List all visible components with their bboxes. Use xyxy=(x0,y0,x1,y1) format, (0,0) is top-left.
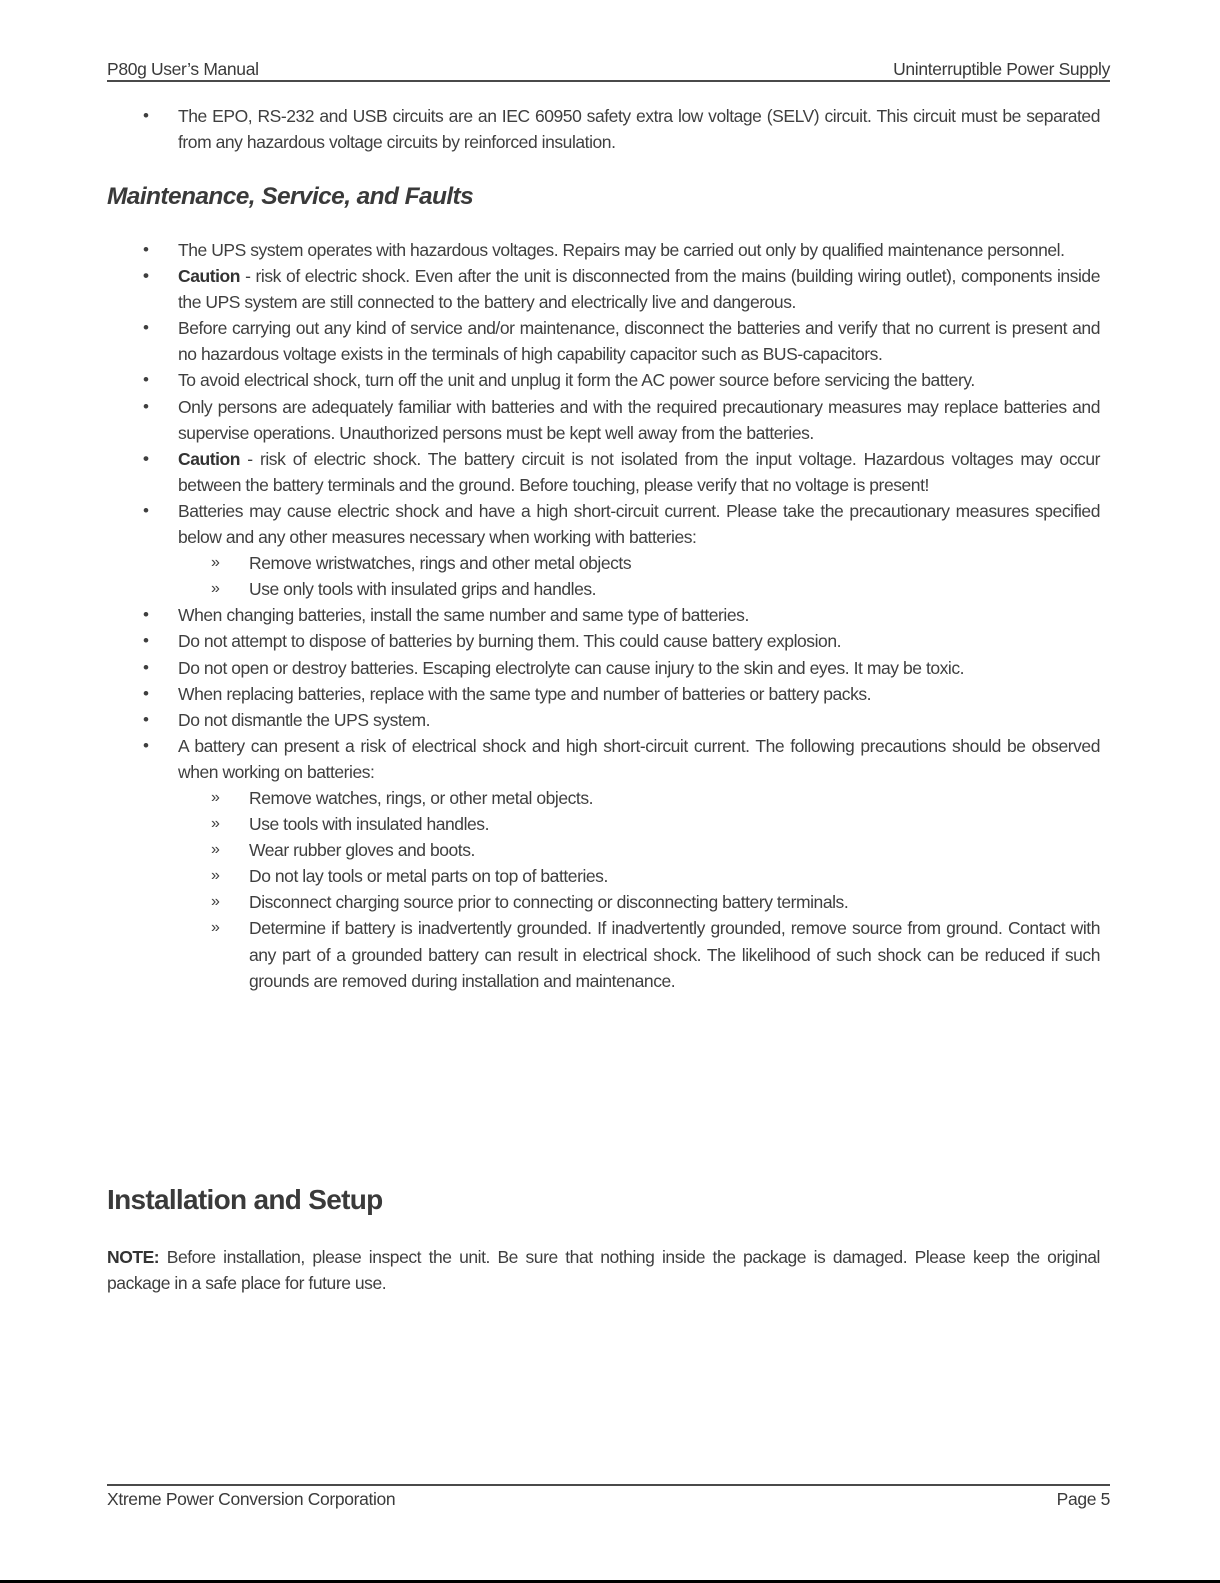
sub-bullet-text: Use tools with insulated handles. xyxy=(249,814,490,835)
sub-bullet-icon: » xyxy=(211,580,220,598)
caution-list-item xyxy=(107,263,1100,315)
bullet-icon: • xyxy=(143,605,149,625)
sub-list-item xyxy=(107,785,1100,811)
bullet-text: When changing batteries, install the same number and same type of batteries. xyxy=(178,605,749,626)
list-item xyxy=(107,498,1100,602)
caution-label: Caution xyxy=(178,448,240,469)
sub-bullet-icon: » xyxy=(211,841,220,859)
list-item xyxy=(107,628,1100,654)
bullet-icon: • xyxy=(143,500,149,520)
page-header xyxy=(107,56,1110,80)
bullet-icon: • xyxy=(143,448,149,468)
section-title-installation: Installation and Setup xyxy=(107,1184,383,1215)
sub-bullet-text: Remove wristwatches, rings and other metal objects xyxy=(249,553,632,574)
sub-bullet-text: Disconnect charging source prior to connecting or disconnecting battery terminals. xyxy=(249,892,849,913)
bullet-icon: • xyxy=(143,266,149,286)
bullet-text: The EPO, RS-232 and USB circuits are an IEC 60950 safety extra low voltage (SELV) circuit. This circuit must be separated from any hazardous voltage circuits by reinforced insulation. xyxy=(178,106,1100,153)
bullet-icon: • xyxy=(143,709,149,729)
bullet-text: The UPS system operates with hazardous voltages. Repairs may be carried out only by qualified maintenance personnel. xyxy=(178,240,1065,260)
bullet-text: Do not open or destroy batteries. Escaping electrolyte can cause injury to the skin and eyes. It may be toxic. xyxy=(178,657,965,678)
list-item xyxy=(107,367,1100,393)
sub-list-item xyxy=(107,550,1100,576)
note-text: Before installation, please inspect the unit. Be sure that nothing inside the package is damaged. Please keep the original package in a safe place for future use. xyxy=(107,1247,1100,1294)
page-footer xyxy=(107,1486,1110,1510)
bullet-text: When replacing batteries, replace with the same type and number of batteries or battery packs. xyxy=(178,683,872,704)
sub-list xyxy=(178,785,1100,994)
caution-list-item xyxy=(107,446,1100,498)
note-label: NOTE: xyxy=(107,1247,160,1267)
list-item xyxy=(107,681,1100,707)
bullet-icon: • xyxy=(143,735,149,755)
bullet-icon: • xyxy=(143,370,149,390)
sub-bullet-text: Determine if battery is inadvertently grounded. If inadvertently grounded, remove source from ground. Contact with any part of a grounded battery can result in electrical shock. The likelihood of such shock can be reduced if such grounds are removed during installation and maintenance. xyxy=(249,918,1100,991)
sub-list-item xyxy=(107,576,1100,602)
bullet-icon: • xyxy=(143,106,149,125)
sub-bullet-icon: » xyxy=(211,788,220,806)
sub-bullet-icon: » xyxy=(211,867,220,885)
footer-page-number: Page 5 xyxy=(1056,1489,1110,1509)
sub-list xyxy=(178,550,1100,602)
maintenance-bullets xyxy=(107,237,1100,994)
list-item xyxy=(107,602,1100,628)
sub-bullet-text: Wear rubber gloves and boots. xyxy=(249,840,475,861)
caution-label: Caution xyxy=(178,266,240,287)
bullet-icon: • xyxy=(143,631,149,651)
header-product-title: Uninterruptible Power Supply xyxy=(893,59,1110,79)
bullet-icon: • xyxy=(143,683,149,703)
bullet-icon: • xyxy=(143,318,149,338)
sub-bullet-text: Do not lay tools or metal parts on top of batteries. xyxy=(249,866,608,887)
bullet-text: Batteries may cause electric shock and have a high short-circuit current. Please take the precautionary measures specified below and any other measures necessary when working with batteries: xyxy=(178,500,1100,548)
sub-list-item xyxy=(107,837,1100,863)
bullet-text: Before carrying out any kind of service and/or maintenance, disconnect the batteries and verify that no current is present and no hazardous voltage exists in the terminals of high capability capacitor such as BUS-capacitors. xyxy=(178,318,1100,365)
list-item xyxy=(107,733,1100,994)
bullet-text: To avoid electrical shock, turn off the unit and unplug it form the AC power source before servicing the battery. xyxy=(178,370,975,391)
bullet-text: Do not attempt to dispose of batteries by burning them. This could cause battery explosion. xyxy=(178,631,842,652)
sub-list-item xyxy=(107,889,1100,915)
list-item xyxy=(107,103,1100,155)
sub-bullet-text: Remove watches, rings, or other metal objects. xyxy=(249,787,594,808)
list-item xyxy=(107,315,1100,367)
list-item xyxy=(107,655,1100,681)
bullet-text: A battery can present a risk of electrical shock and high short-circuit current. The following precautions should be observed when working on batteries: xyxy=(178,735,1100,782)
list-item xyxy=(107,707,1100,733)
sub-bullet-icon: » xyxy=(211,893,220,911)
sub-list-item xyxy=(107,811,1100,837)
bullet-icon: • xyxy=(143,396,149,416)
sub-bullet-text: Use only tools with insulated grips and handles. xyxy=(249,579,597,600)
header-rule xyxy=(107,80,1110,82)
section-title-maintenance: Maintenance, Service, and Faults xyxy=(107,183,474,210)
sub-list-item xyxy=(107,863,1100,889)
bullet-text: Do not dismantle the UPS system. xyxy=(178,709,431,730)
sub-bullet-icon: » xyxy=(211,919,220,937)
sub-bullet-icon: » xyxy=(211,815,220,833)
footer-company: Xtreme Power Conversion Corporation xyxy=(107,1489,396,1509)
intro-bullets xyxy=(107,103,1100,155)
sub-list-item xyxy=(107,915,1100,993)
list-item xyxy=(107,394,1100,446)
bullet-text: - risk of electric shock. The battery circuit is not isolated from the input voltage. Hazardous voltages may occur between the battery terminals and the ground. Before touching, please verify that no voltage is present! xyxy=(178,448,1100,495)
installation-note xyxy=(107,1244,1100,1296)
bullet-icon: • xyxy=(143,657,149,677)
header-manual-title: P80g User’s Manual xyxy=(107,59,259,79)
list-item xyxy=(107,237,1100,263)
bullet-text: - risk of electric shock. Even after the unit is disconnected from the mains (building wiring outlet), components inside the UPS system are still connected to the battery and electrically live and dangerous. xyxy=(178,266,1100,313)
bullet-icon: • xyxy=(143,240,149,259)
sub-bullet-icon: » xyxy=(211,554,220,572)
bullet-text: Only persons are adequately familiar with batteries and with the required precautionary measures may replace batteries and supervise operations. Unauthorized persons must be kept well away from the batteries. xyxy=(178,396,1100,443)
